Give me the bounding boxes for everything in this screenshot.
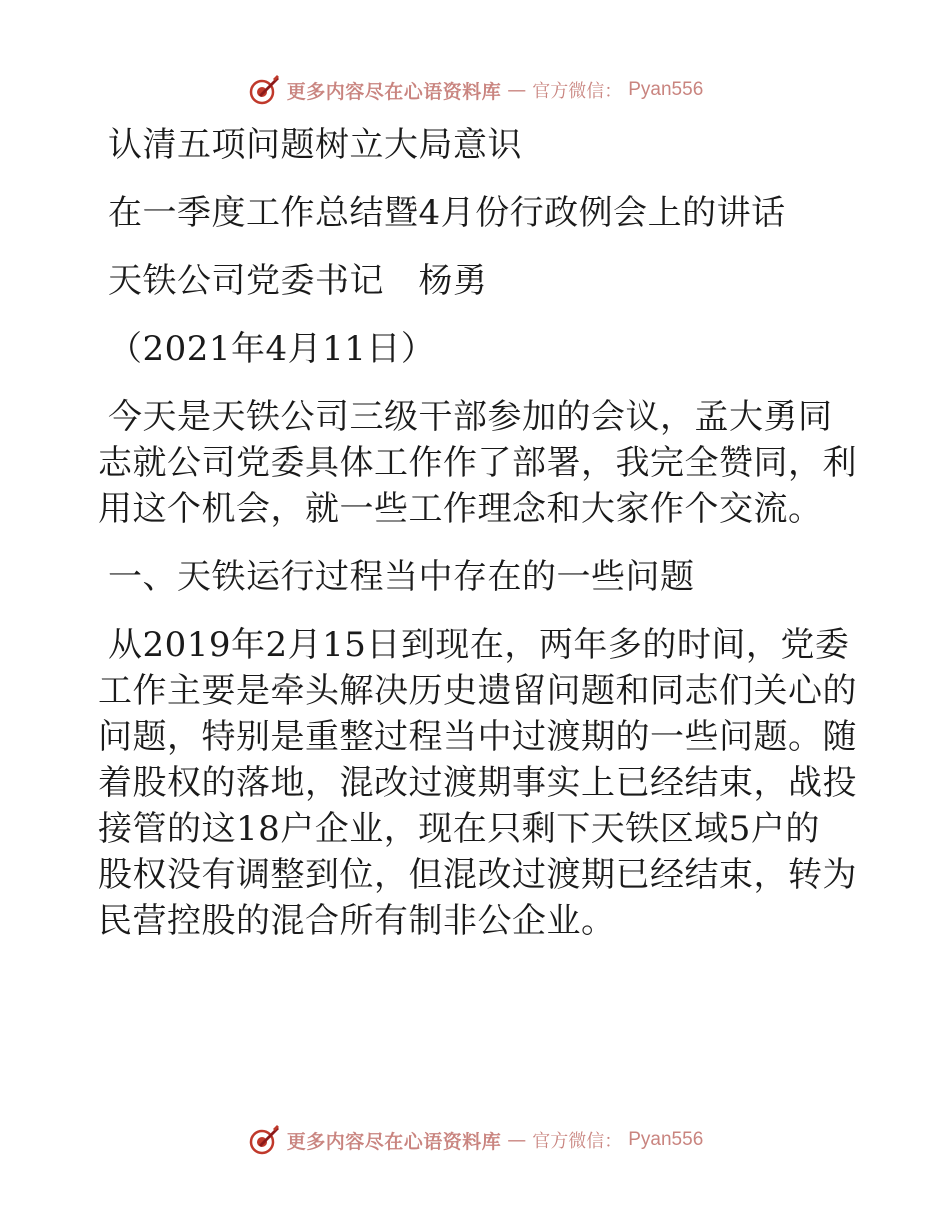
paragraph-line: 志就公司党委具体工作作了部署，我完全赞同，利 [98,443,857,483]
banner-dash: — [507,1129,527,1151]
footer-watermark-banner [0,1120,950,1160]
banner-wechat-id: Pyan556 [628,1129,704,1150]
paragraph-line: 工作主要是牵头解决历史遗留问题和同志们关心的 [98,671,857,711]
banner-dash: — [507,79,527,101]
paragraph-line: 着股权的落地，混改过渡期事实上已经结束，战投 [98,763,857,803]
paragraph-history [98,622,857,944]
header-watermark-banner [0,70,950,110]
paragraph-line: 今天是天铁公司三级干部参加的会议，孟大勇同 [108,397,833,437]
paragraph-line: 股权没有调整到位，但混改过渡期已经结束，转为 [98,855,857,895]
banner-slogan: 更多内容尽在心语资料库 [286,80,502,103]
quill-logo-icon [247,73,281,107]
document-body [98,122,857,944]
quill-logo-icon [247,1123,281,1157]
document-subtitle: 在一季度工作总结暨4月份行政例会上的讲话 [108,193,786,233]
paragraph-line: 接管的这18户企业，现在只剩下天铁区域5户的 [98,809,820,849]
document-author: 天铁公司党委书记 杨勇 [108,261,488,301]
banner-wechat-id: Pyan556 [628,79,704,100]
paragraph-line: 用这个机会，就一些工作理念和大家作个交流。 [98,489,823,529]
paragraph-intro [98,394,857,532]
paragraph-line: 民营控股的混合所有制非公企业。 [98,901,616,941]
paragraph-line: 问题，特别是重整过程当中过渡期的一些问题。随 [98,717,857,757]
document-date: （2021年4月11日） [108,329,436,369]
banner-wechat-label: 官方微信： [532,1131,623,1152]
banner-wechat-label: 官方微信： [532,81,623,102]
section-heading: 一、天铁运行过程当中存在的一些问题 [108,557,695,597]
paragraph-line: 从2019年2月15日到现在，两年多的时间，党委 [108,625,850,665]
banner-slogan: 更多内容尽在心语资料库 [286,1130,502,1153]
document-title: 认清五项问题树立大局意识 [108,125,522,165]
